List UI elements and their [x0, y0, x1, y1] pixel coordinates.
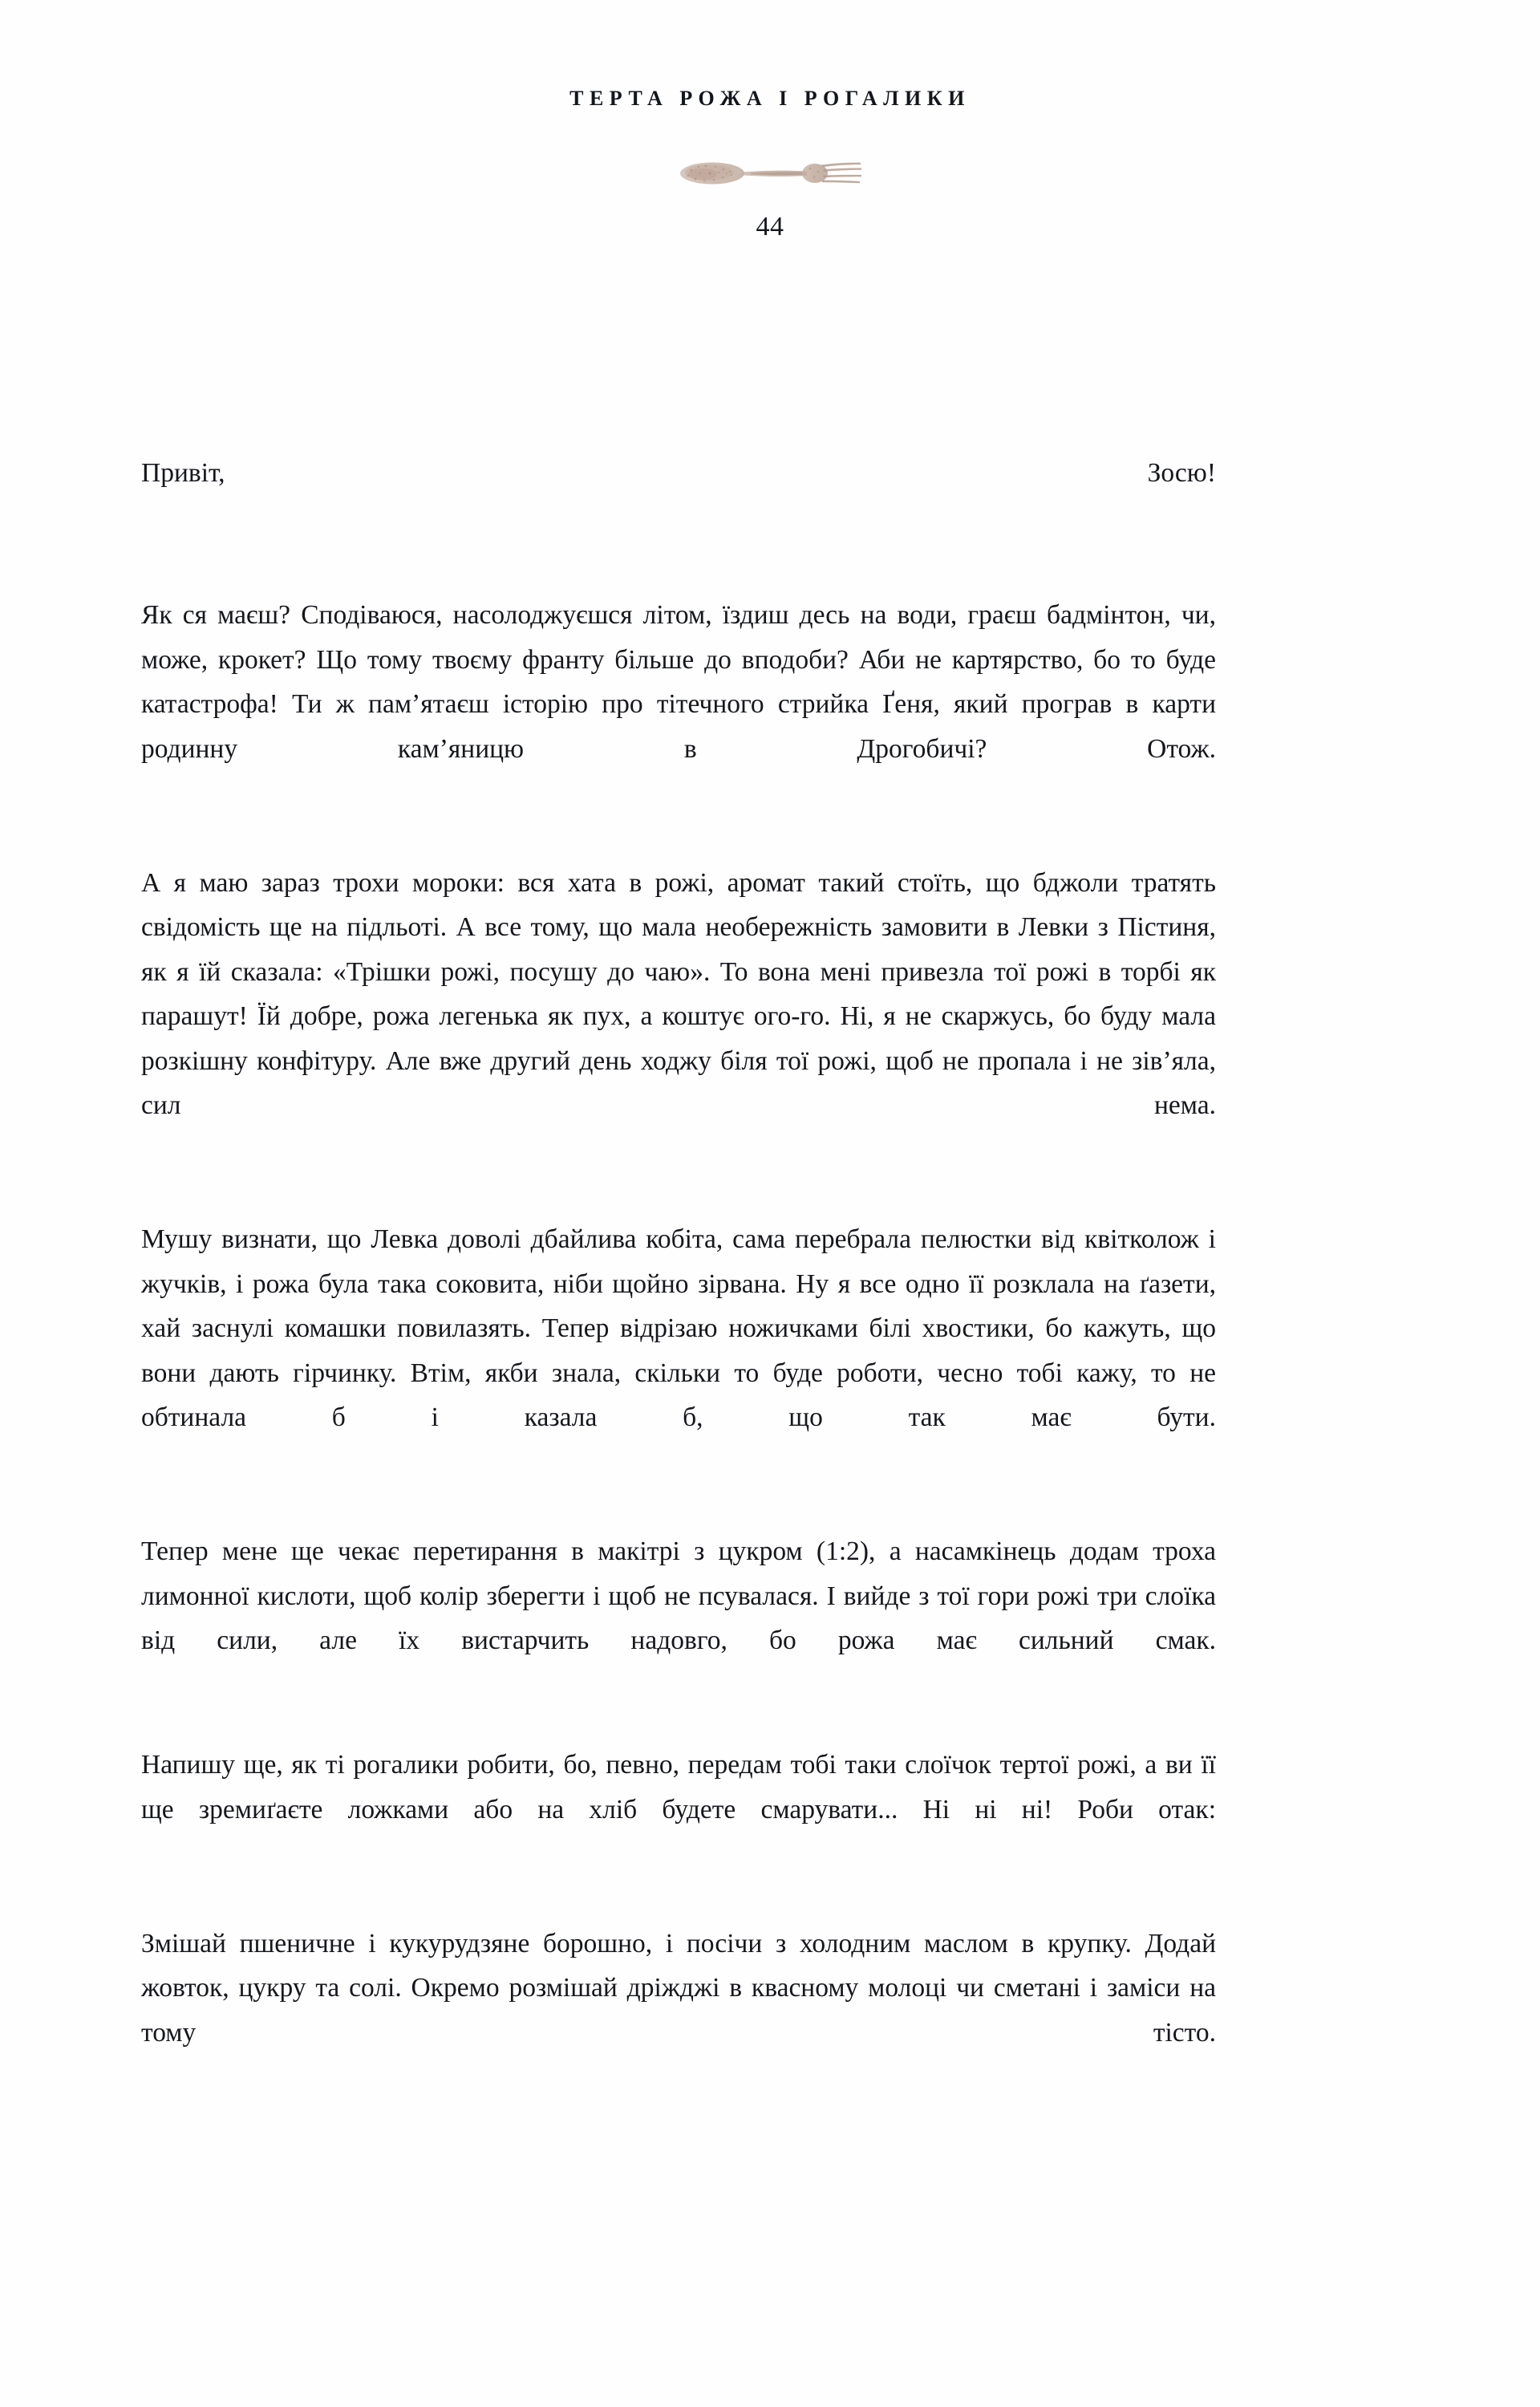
fork-ornament: [0, 149, 1540, 197]
paragraph-salutation: Привіт, Зосю!: [141, 458, 1216, 488]
paragraph-1: Як ся маєш? Сподіваюся, насолоджуєшся літом, їздиш десь на води, граєш бадмінтон, чи, може, крокет? Що тому твоєму франту більше до вподоби? Аби не картярство, бо то буде катастрофа! Ти ж пам’ятаєш історію про тітечного стрийка Ґеня, який програв в карти родинну кам’яницю в Дрогобичі? Отож.: [141, 600, 1216, 764]
paragraph-5: Напишу ще, як ті рогалики робити, бо, певно, передам тобі таки слоїчок тертої рожі, а ви її ще зремиґаєте ложками або на хліб будете смарувати... Ні ні ні! Роби отак:: [141, 1750, 1216, 1825]
paragraph-4: Тепер мене ще чекає перетирання в макітрі з цукром (1:2), а насамкінець додам троха лимонної кислоти, щоб колір зберегти і щоб не псувалася. І вийде з тої гори рожі три слоїка від сили, але їх вистарчить надовго, бо рожа має сильний смак.: [141, 1536, 1216, 1655]
paragraph-3: Мушу визнати, що Левка доволі дбайлива кобіта, сама перебрала пелюстки від квітколож і жучків, і рожа була така соковита, ніби щойно зірвана. Ну я все одно її розклала на ґазети, хай заснулі комашки повилазять. Тепер відрізаю ножичками білі хвостики, бо кажуть, що вони дають гірчинку. Втім, якби знала, скільки то буде роботи, чесно тобі кажу, то не обтинала б і казала б, що так має бути.: [141, 1224, 1216, 1432]
page-number: 44: [756, 212, 784, 242]
running-head: ТЕРТА РОЖА І РОГАЛИКИ: [569, 87, 971, 110]
paragraph-2: А я маю зараз трохи мороки: вся хата в рожі, аромат такий стоїть, що бджоли тратять свідомість ще на підльоті. А все тому, що мала необережність замовити в Левки з Пістиня, як я їй сказала: «Трішки рожі, посушу до чаю». То вона мені привезла тої рожі в торбі як парашут! Їй добре, рожа легенька як пух, а коштує ого-го. Ні, я не скаржусь, бо буду мала розкішну конфітуру. Але вже другий день ходжу біля тої рожі, щоб не пропала і не зів’яла, сил нема.: [141, 867, 1216, 1120]
fork-ornament-icon: [674, 155, 866, 192]
paragraph-6: Змішай пшеничне і кукурудзяне борошно, і посічи з холодним маслом в крупку. Додай жовток, цукру та солі. Окремо розмішай дріжджі в квасному молоці чи сметані і заміси на тому тісто.: [141, 1928, 1216, 2048]
body-text-block: [141, 451, 1216, 2100]
